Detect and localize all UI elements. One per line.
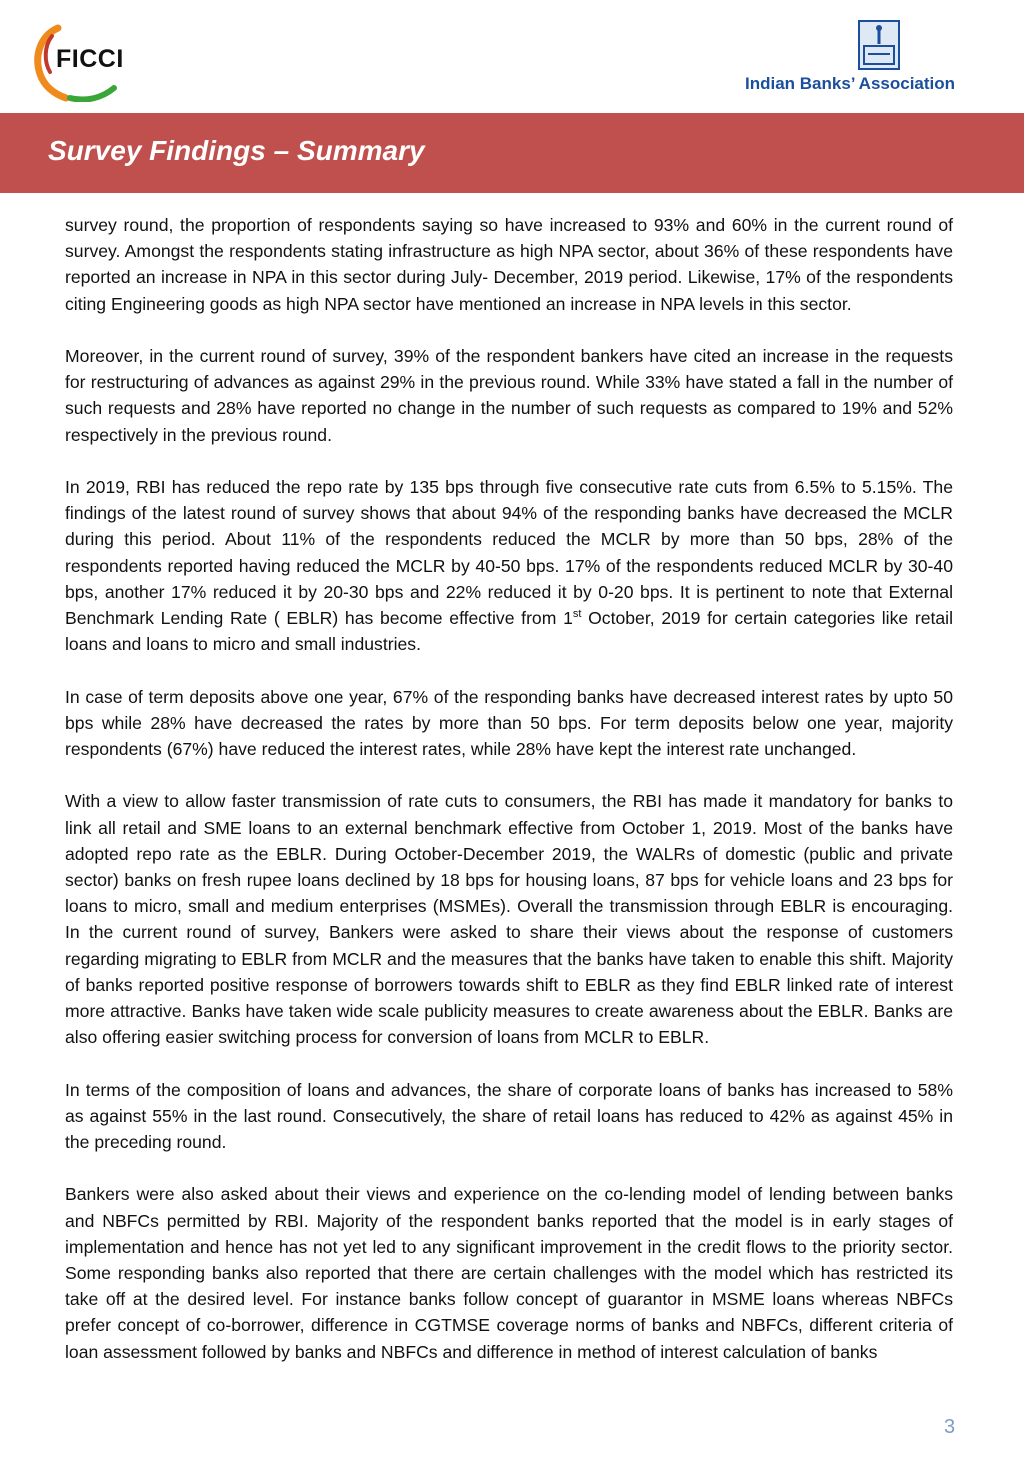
paragraph-eblr-transmission: With a view to allow faster transmission of rate cuts to consumers, the RBI has made it mandatory for banks to link all retail and SME loans to an external benchmark effective from October 1, 2019. Most of the banks have adopted repo rate as the EBLR. During October-December 2019, the WALRs of domestic (public and private sector) banks on fresh rupee loans declined by 18 bps for housing loans, 87 bps for vehicle loans and 23 bps for loans to micro, small and medium enterprises (MSMEs). Overall the transmission through EBLR is encouraging. In the current round of survey, Bankers were asked to share their views about the response of customers regarding migrating to EBLR from MCLR and the measures that the banks have taken to enable this shift. Majority of banks reported positive response of borrowers towards shift to EBLR as they find EBLR linked rate of interest more attractive. Banks have taken wide scale publicity measures to create awareness about the EBLR. Banks are also offering easier switching process for conversion of loans from MCLR to EBLR. — [65, 791, 953, 1048]
ordinal-superscript: st — [572, 608, 582, 621]
page-title: Survey Findings – Summary — [48, 135, 425, 166]
paragraph-repo-mclr-text-end: October, 2019 for certain categories like retail loans and loans to micro and small industries. — [65, 608, 953, 655]
page-number: 3 — [944, 1416, 956, 1438]
paragraph-repo-mclr-text: In 2019, RBI has reduced the repo rate by 135 bps through five consecutive rate cuts from 6.5% to 5.15%. The findings of the latest round of survey shows that about 94% of the responding banks have decreased the MCLR during this period. About 11% of the respondents reduced the MCLR by more than 50 bps, 28% of the respondents reported having reduced the MCLR by 40-50 bps. 17% of the respondents reduced MCLR by 30-40 bps, another 17% reduced it by 20-30 bps and 22% reduced it by 0-20 bps. It is pertinent to note that External Benchmark Lending Rate ( EBLR) has become effective from 1 — [65, 477, 953, 629]
paragraph-loan-composition: In terms of the composition of loans and advances, the share of corporate loans of banks has increased to 58% as against 55% in the last round. Consecutively, the share of retail loans has reduced to 42% as against 45% in the preceding round. — [65, 1079, 953, 1153]
ficci-logo-text: FICCI — [56, 45, 124, 73]
page-header — [0, 0, 1024, 113]
paragraph-restructuring: Moreover, in the current round of survey, 39% of the respondent bankers have cited an increase in the requests for restructuring of advances as against 29% in the previous round. While 33% have stated a fall in the number of such requests and 28% have reported no change in the number of such requests as compared to 19% and 52% respectively in the previous round. — [65, 346, 953, 445]
paragraph-co-lending: Bankers were also asked about their views and experience on the co-lending model of lending between banks and NBFCs permitted by RBI. Majority of the respondent banks reported that the model is in early stages of implementation and hence has not yet led to any significant improvement in the credit flows to the priority sector. Some responding banks also reported that there are certain challenges with the model which has restricted its take off at the desired level. For instance banks follow concept of guarantor in MSME loans whereas NBFCs prefer concept of co-borrower, difference in CGTMSE coverage norms of banks and NBFCs, different criteria of loan assessment followed by banks and NBFCs and difference in method of interest calculation of banks — [65, 1184, 953, 1362]
paragraph-term-deposits: In case of term deposits above one year, 67% of the responding banks have decreased interest rates by upto 50 bps while 28% have decreased the rates by more than 50 bps. For term deposits below one year, majority respondents (67%) have reduced the interest rates, while 28% have kept the interest rate unchanged. — [65, 686, 953, 760]
document-body — [65, 212, 953, 1391]
iba-logo-icon — [858, 20, 900, 70]
paragraph-repo-mclr — [65, 474, 953, 657]
iba-logo-text: Indian Banks’ Association — [745, 74, 956, 93]
paragraph-npa-sectors: survey round, the proportion of respondents saying so have increased to 93% and 60% in the current round of survey. Amongst the respondents stating infrastructure as high NPA sector, about 36% of these respondents have reported an increase in NPA in this sector during July- December, 2019 period. Likewise, 17% of the respondents citing Engineering goods as high NPA sector have mentioned an increase in NPA levels in this sector. — [65, 215, 953, 314]
